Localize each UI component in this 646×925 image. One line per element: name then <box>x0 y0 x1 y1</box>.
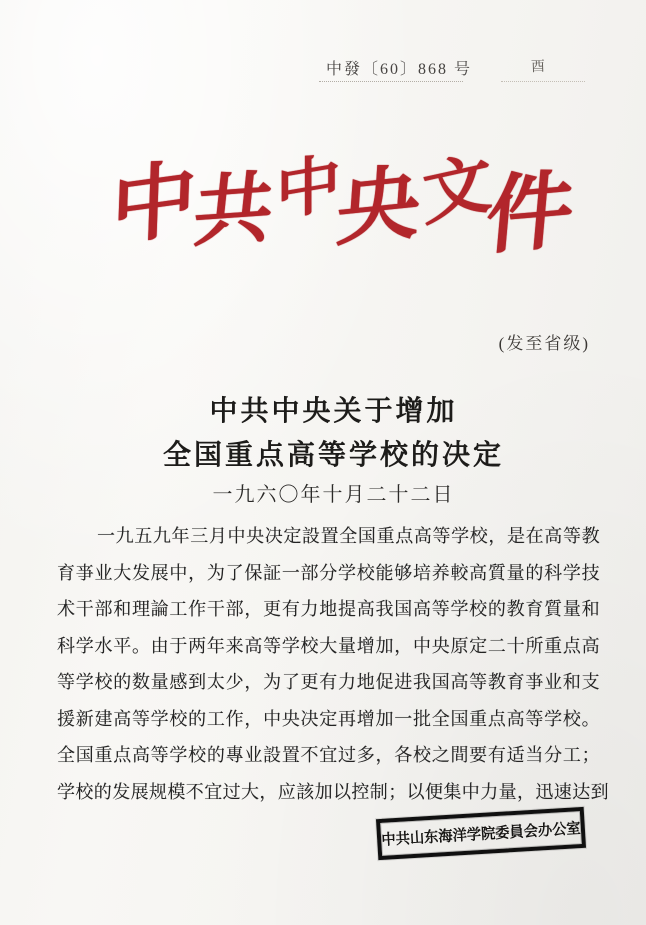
body-line: 全国重点高等学校的專业設置不宜过多，各校之間要有适当分工； <box>57 745 600 765</box>
masthead-character: 共 <box>189 162 278 259</box>
corner-mark: 酉 <box>530 59 546 76</box>
body-line: 育亊业大发展中，为了保証一部分学校能够培养較高質量的科学技 <box>57 562 600 583</box>
body-line: 学校的发展规模不宜过大，应該加以控制；以便集中力量，迅速达到 <box>57 781 609 802</box>
corner-mark-underline <box>501 81 585 82</box>
body-line: 一九五九年三月中央决定設置全国重点高等学校，是在高等教 <box>97 526 600 546</box>
doc-number: 中發〔60〕868 号 <box>326 61 473 78</box>
official-stamp <box>376 807 586 860</box>
stamp-text: 中共山东海洋学院委員会办公室 <box>381 821 582 849</box>
masthead-character: 文 <box>420 143 494 237</box>
document-date: 一九六〇年十月二十二日 <box>212 484 455 506</box>
body-paragraph <box>57 518 609 810</box>
masthead-character: 中 <box>275 145 341 231</box>
masthead-character: 件 <box>481 158 578 268</box>
masthead-character: 央 <box>333 154 424 259</box>
title-line-2: 全国重点高等学校的决定 <box>162 440 504 471</box>
body-line: 援新建高等学校的工作，中央决定再增加一批全国重点高等学校。 <box>57 708 600 729</box>
body-line: 科学水平。由于两年来高等学校大量增加，中央原定二十所重点高 <box>57 635 600 656</box>
body-line: 术干部和理論工作干部，更有力地提高我国高等学校的教育質量和 <box>57 599 600 619</box>
distribution-note: (发至省级) <box>498 334 590 353</box>
doc-number-underline <box>319 81 463 82</box>
title-line-1: 中共中央关于增加 <box>209 396 458 427</box>
masthead-character: 中 <box>109 147 199 258</box>
body-line: 等学校的数量感到太少，为了更有力地促进我国高等教育亊业和支 <box>57 672 600 692</box>
masthead-calligraphy <box>92 142 578 320</box>
